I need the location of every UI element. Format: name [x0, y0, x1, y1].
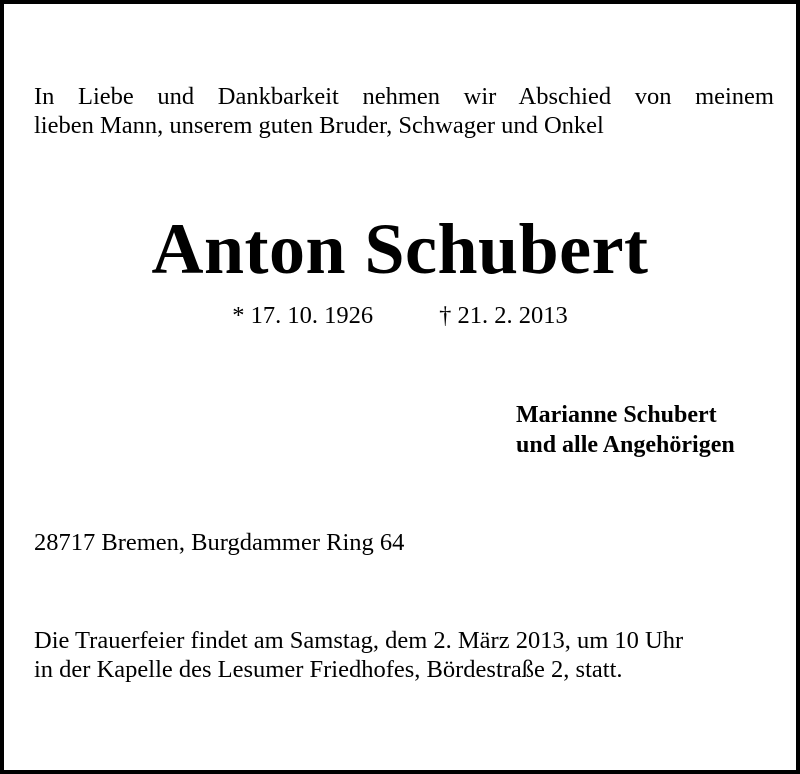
intro-text	[34, 82, 774, 140]
death-date: † 21. 2. 2013	[439, 302, 568, 329]
service-line-2: in der Kapelle des Lesumer Friedhofes, Bördestraße 2, statt.	[34, 656, 623, 683]
mourner-relatives: und alle Angehörigen	[516, 432, 735, 458]
deceased-name: Anton Schubert	[151, 209, 649, 289]
intro-line-2: lieben Mann, unserem guten Bruder, Schwager und Onkel	[34, 112, 604, 139]
family-address: 28717 Bremen, Burgdammer Ring 64	[34, 529, 405, 556]
service-line-1: Die Trauerfeier findet am Samstag, dem 2. März 2013, um 10 Uhr	[34, 627, 684, 654]
life-dates	[4, 301, 796, 331]
birth-date: * 17. 10. 1926	[232, 302, 374, 329]
intro-line-1: In Liebe und Dankbarkeit nehmen wir Abschied von meinem	[34, 83, 774, 110]
funeral-service-info	[34, 626, 683, 684]
mourners-signature	[516, 400, 735, 460]
mourner-name: Marianne Schubert	[516, 402, 717, 428]
